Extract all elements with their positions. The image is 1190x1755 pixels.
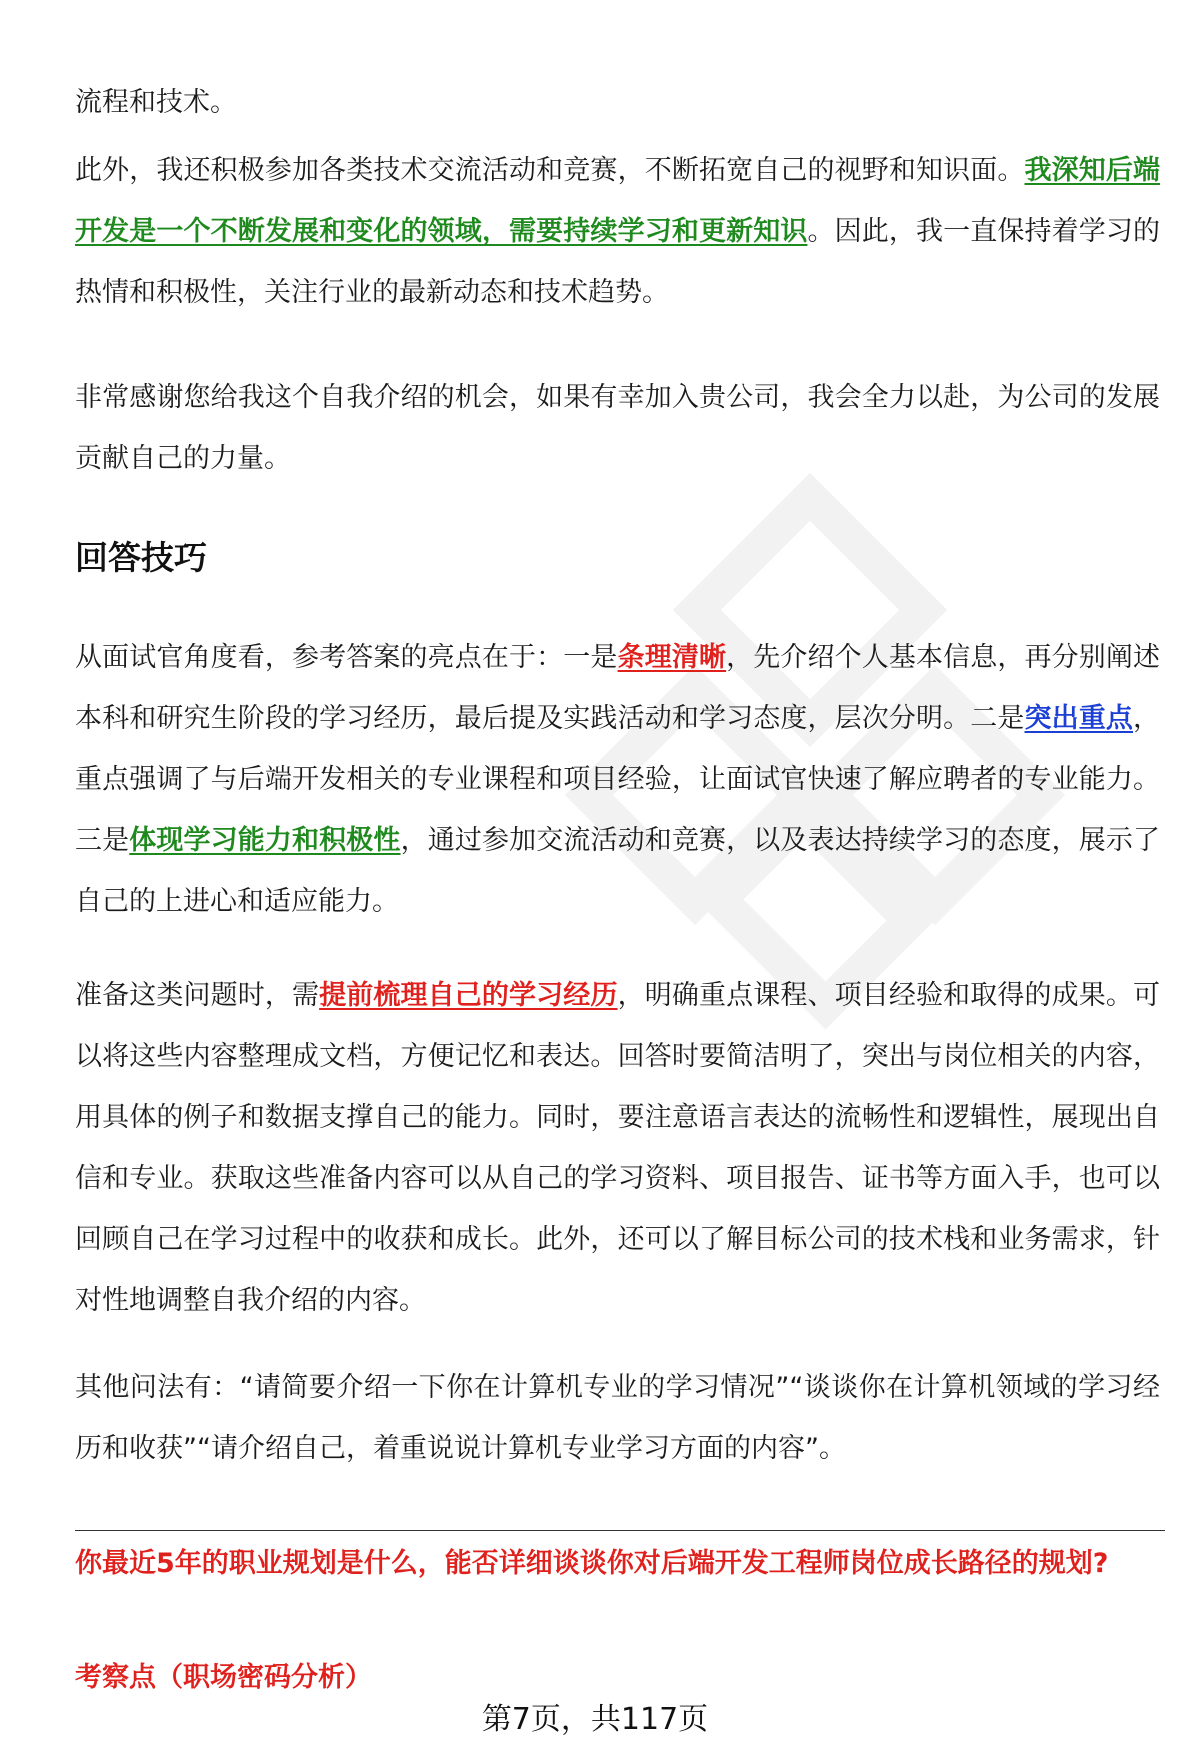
question-title: 你最近5年的职业规划是什么，能否详细谈谈你对后端开发工程师岗位成长路径的规划? (75, 1548, 1109, 1579)
body-text: 此外，我还积极参加各类技术交流活动和竞赛，不断拓宽自己的视野和知识面。 (75, 155, 1025, 186)
paragraph-5 (75, 965, 1160, 1331)
highlight-text: 提前梳理自己的学习经历 (319, 980, 618, 1011)
highlight-text: 突出重点 (1024, 703, 1134, 734)
body-text: 其他问法有：“请简要介绍一下你在计算机专业的学习情况”“谈谈你在计算机领域的学习经历和收获”“请介绍自己，着重说说计算机专业学习方面的内容”。 (75, 1372, 1160, 1464)
body-text: 准备这类问题时，需 (75, 980, 320, 1011)
paragraph-2 (75, 140, 1160, 323)
paragraph-3 (75, 367, 1160, 489)
body-text: 流程和技术。 (75, 87, 237, 118)
body-text: 从面试官角度看，参考答案的亮点在于：一是 (75, 642, 618, 673)
body-text: ，重点强调了与后端开发相关的专业课程和项目经验，让面试官快速了解应聘者的专业能力。三是 (75, 703, 1161, 856)
body-text: ，先介绍个人基本信息，再分别阐述本科和研究生阶段的学习经历，最后提及实践活动和学习态度，层次分明。二是 (75, 642, 1161, 734)
body-text: ，明确重点课程、项目经验和取得的成果。可以将这些内容整理成文档，方便记忆和表达。回答时要简洁明了，突出与岗位相关的内容，用具体的例子和数据支撑自己的能力。同时，要注意语言表达的流畅性和逻辑性，展现出自信和专业。获取这些准备内容可以从自己的学习资料、项目报告、证书等方面入手，也可以回顾自己在学习过程中的收获和成长。此外，还可以了解目标公司的技术栈和业务需求，针对性地调整自我介绍的内容。 (75, 980, 1161, 1316)
highlight-text: 体现学习能力和积极性 (129, 825, 401, 856)
sub-heading: 考察点（职场密码分析） (75, 1662, 372, 1693)
body-text: 非常感谢您给我这个自我介绍的机会，如果有幸加入贵公司，我会全力以赴，为公司的发展贡献自己的力量。 (75, 382, 1160, 474)
divider (75, 1530, 1165, 1531)
paragraph-6 (75, 1357, 1160, 1479)
page-footer: 第7页，共117页 (481, 1702, 709, 1737)
highlight-text: 我深知后端开发是一个不断发展和变化的领域，需要持续学习和更新知识 (75, 155, 1161, 247)
section-heading: 回答技巧 (75, 538, 207, 577)
body-text: 。因此，我一直保持着学习的热情和积极性，关注行业的最新动态和技术趋势。 (75, 216, 1161, 308)
paragraph-1 (75, 72, 1160, 133)
body-text: ，通过参加交流活动和竞赛，以及表达持续学习的态度，展示了自己的上进心和适应能力。 (75, 825, 1161, 917)
highlight-text: 条理清晰 (617, 642, 727, 673)
paragraph-4 (75, 627, 1160, 932)
